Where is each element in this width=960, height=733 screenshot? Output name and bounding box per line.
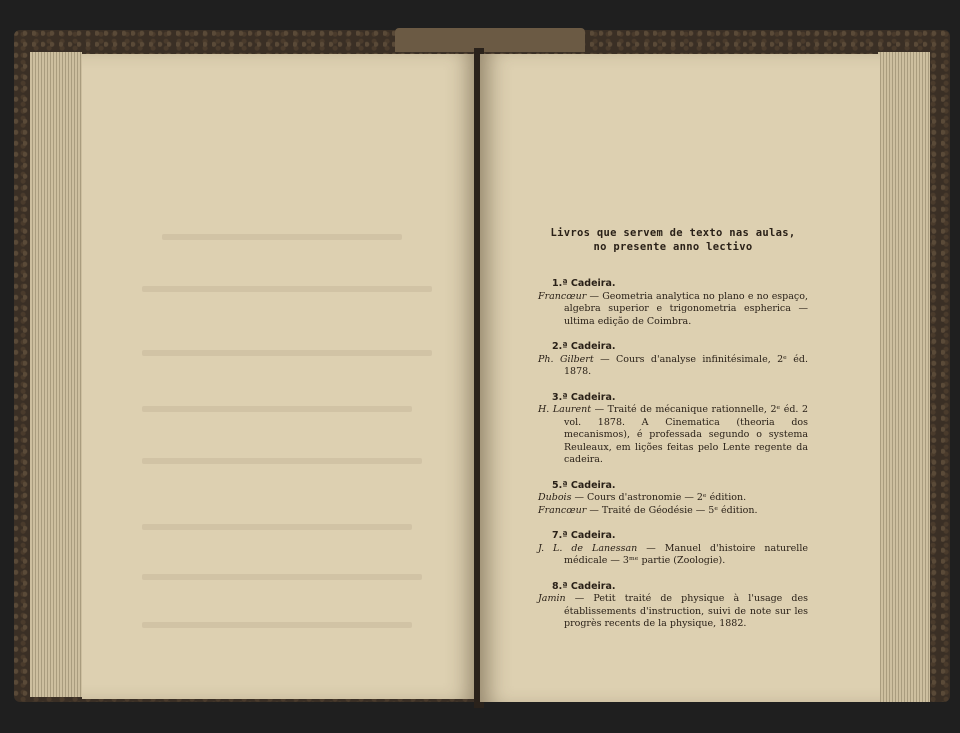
page-edges-left xyxy=(30,52,82,697)
section-heading: 8.ª Cadeira. xyxy=(552,580,616,592)
entry-text: — Manuel d'histoire naturelle médicale — 3ᵐᵉ partie (Zoologie). xyxy=(564,542,808,566)
book-entry xyxy=(538,354,808,379)
title-line-1: Livros que servem de texto nas aulas, xyxy=(550,227,796,239)
spine-top xyxy=(395,28,585,52)
course-section xyxy=(538,581,808,631)
bleed-through-line xyxy=(142,458,422,464)
right-page xyxy=(480,54,880,702)
book-entry xyxy=(538,492,808,505)
entry-text: — Traité de mécanique rationnelle, 2ᵉ éd. 2 vol. 1878. A Cinematica (theoria dos mecanismos), é professada segundo o systema Reuleaux, em lições feitas pelo Lente regente da cadeira. xyxy=(564,404,809,465)
entry-text: — Geometria analytica no plano e no espaço, algebra superior e trigonometria espherica — ultima edição de Coimbra. xyxy=(564,290,808,327)
bleed-through-line xyxy=(142,350,432,356)
course-section xyxy=(538,341,808,379)
course-section xyxy=(538,278,808,328)
bleed-through-line xyxy=(142,622,412,628)
bleed-through-line xyxy=(142,286,432,292)
entry-author: J. L. de Lanessan xyxy=(538,542,638,554)
entry-author: Dubois xyxy=(538,492,572,503)
page-edges-right xyxy=(878,52,930,702)
bleed-through-line xyxy=(142,406,412,412)
book-entry xyxy=(538,404,808,467)
entry-text: — Cours d'analyse infinitésimale, 2ᵉ éd. 1878. xyxy=(564,353,808,377)
section-heading: 3.ª Cadeira. xyxy=(552,391,616,403)
book-entry xyxy=(538,543,808,568)
entry-text: — Traité de Géodésie — 5ᵉ édition. xyxy=(586,504,758,516)
book-entry xyxy=(538,593,808,631)
page-title xyxy=(538,226,808,254)
course-section xyxy=(538,480,808,518)
section-heading: 7.ª Cadeira. xyxy=(552,530,616,541)
entry-author: Francœur xyxy=(538,290,587,302)
bleed-through-line xyxy=(142,524,412,530)
section-heading: 1.ª Cadeira. xyxy=(552,278,616,289)
entry-text: — Petit traité de physique à l'usage des établissements d'instruction, suivi de note sur les progrès recents de la physique, 1882. xyxy=(564,593,808,629)
course-section xyxy=(538,392,808,467)
section-heading: 2.ª Cadeira. xyxy=(552,341,616,352)
entry-text: — Cours d'astronomie — 2ᵉ édition. xyxy=(571,492,747,503)
page-content xyxy=(538,226,808,644)
entry-author: Ph. Gilbert xyxy=(538,353,594,365)
course-section xyxy=(538,530,808,568)
left-page xyxy=(82,54,477,699)
section-heading: 5.ª Cadeira. xyxy=(552,479,616,491)
book-entry xyxy=(538,505,808,518)
entry-author: H. Laurent xyxy=(538,404,592,415)
entry-author: Francœur xyxy=(538,504,587,516)
entry-author: Jamin xyxy=(538,593,566,604)
course-sections xyxy=(538,278,808,631)
bleed-through-line xyxy=(162,234,402,240)
bleed-through-line xyxy=(142,574,422,580)
book-entry xyxy=(538,291,808,329)
title-line-2: no presente anno lectivo xyxy=(593,241,753,253)
